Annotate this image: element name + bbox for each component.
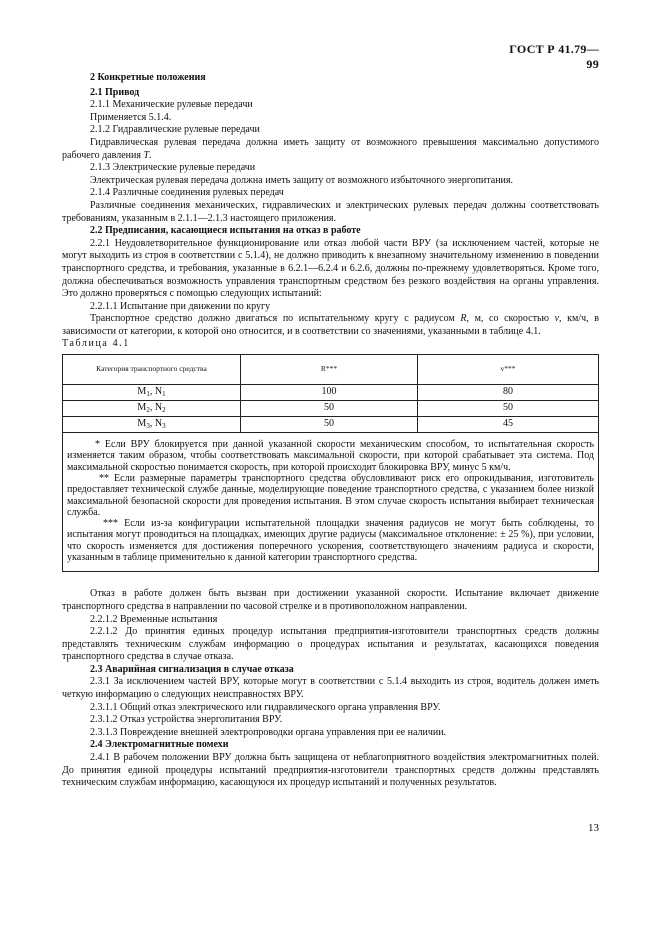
document-body [62, 71, 599, 790]
failure-paragraph: Отказ в работе должен быть вызван при достижении указанной скорости. Испытание включает движение транспортного средства в направлении по часовой стрелке и в противоположном направлении. [62, 588, 599, 612]
section-2-title: 2 Конкретные положения [90, 72, 206, 83]
table-notes-row [63, 433, 599, 572]
clause-2-2-1-1: 2.2.1.1 Испытание при движении по кругу [90, 300, 271, 312]
section-2-1-title: 2.1 Привод [90, 86, 140, 98]
header-category: Категория транспортного средства [63, 355, 241, 385]
clause-2-1-3: 2.1.3 Электрические рулевые передачи [90, 162, 256, 174]
clause-2-1-1: 2.1.1 Механические рулевые передачи [90, 99, 253, 111]
clause-2-1-2-text [62, 137, 599, 162]
clause-2-1-2: 2.1.2 Гидравлические рулевые передачи [90, 124, 260, 136]
pressure-variable: T [143, 149, 149, 161]
radius-cell: 50 [241, 401, 418, 417]
clause-2-1-3-text: Электрическая рулевая передача должна иметь защиту от возможного избыточного энергопитания. [90, 174, 514, 186]
clause-2-2-1-1-text-c: , км/ч, в зависимости от категории, к которой оно относится, и в соответствии со значениями, указанными в таблице 4.1. [62, 313, 599, 337]
clause-2-2-1: 2.2.1 Неудовлетворительное функционирование или отказ любой части ВРУ (за исключением частей, которые не могут выходить из строя в соответствии с 5.1.4), не должно приводить к внезапному значительному изменению в поведении транспортного средства, и требования, указанные в 6.2.1—6.2.4 и 6.2.6, должны по-прежнему удовлетворяться. Кроме того, должна обеспечиваться возможность управления транспортным средством без резкого воздействия на органы управления. Это должно проверяться с помощью следующих испытаний: [62, 237, 599, 300]
clause-2-3-1-3: 2.3.1.3 Повреждение внешней электропроводки органа управления при ее наличии. [90, 726, 447, 738]
clause-2-3-1: 2.3.1 За исключением частей ВРУ, которые могут в соответствии с 5.1.4 выходить из строя, водитель должен иметь четкую информацию о следующих неисправностях ВРУ. [62, 676, 599, 701]
speed-variable: v [554, 313, 560, 325]
section-2-2-title: 2.2 Предписания, касающиеся испытания на отказ в работе [90, 225, 361, 237]
speed-cell: 45 [418, 417, 599, 433]
radius-variable: R [460, 313, 467, 325]
speed-cell: 50 [418, 401, 599, 417]
table-note-3: *** Если из-за конфигурации испытательной площадки значения радиусов не могут быть соблюдены, то испытания могут проводиться на площадках, имеющих другие радиусы (максимальное отклонение: ± 25 %), при условии, что скорость изменяется для достижения поперечного ускорения, соответствующего значениям радиуса и скорости, указанным в таблице применительно к данной категории транспортного средства. [67, 518, 594, 564]
radius-cell: 100 [241, 385, 418, 401]
header-speed: v*** [418, 355, 599, 385]
clause-2-2-1-1-text-b: , м, со скоростью [466, 313, 555, 325]
page-number: 13 [588, 822, 599, 834]
radius-cell: 50 [241, 417, 418, 433]
clause-2-3-1-2: 2.3.1.2 Отказ устройства энергопитания ВРУ. [90, 714, 283, 726]
clause-2-1-2-text-b: . [149, 149, 152, 161]
clause-2-3-1-1: 2.3.1.1 Общий отказ электрического или гидравлического органа управления ВРУ. [90, 701, 441, 713]
table-header-row [63, 355, 599, 385]
header-radius: R*** [241, 355, 418, 385]
category-cell: $M_1$, $N_1$ [63, 385, 241, 401]
table-notes [63, 433, 599, 572]
table-note-1: * Если ВРУ блокируется при данной указанной скорости механическим способом, то испытательная скорость изменяется таким образом, чтобы соответствовать максимальной скорости, при которой срабатывает эта система. Под максимальной скоростью понимается скорость, при которой происходит блокировка ВРУ, минус 5 км/ч. [67, 439, 594, 473]
table-row [63, 401, 599, 417]
table-row [63, 385, 599, 401]
clause-2-2-1-1-text [62, 313, 599, 338]
speed-radius-table [62, 354, 599, 572]
clause-2-1-1-text: Применяется 5.1.4. [90, 111, 172, 123]
clause-2-2-1-2-text: 2.2.1.2 До принятия единых процедур испытания предприятия-изготовители транспортных средств должны представлять техническим службам информацию о процедурах испытания и результатах, касающихся поведения транспортного средства в случае отказа. [62, 626, 599, 663]
speed-cell: 80 [418, 385, 599, 401]
category-cell: $M_3$, $N_3$ [63, 417, 241, 433]
clause-2-2-1-1-text-a: Транспортное средство должно двигаться по испытательному кругу с радиусом [90, 313, 461, 325]
standard-designation: ГОСТ Р 41.79—99 [509, 42, 599, 71]
table-note-2: ** Если размерные параметры транспортного средства обусловливают риск его опрокидывания, изготовитель предоставляет технической службе данные, моделирующие поведение транспортного средства, с указанием более низкой максимальной безопасной скорости для проведения испытания. В этом случае скорость испытания выбирает техническая служба. [67, 472, 594, 518]
category-cell: $M_2$, $N_2$ [63, 401, 241, 417]
clause-2-1-4: 2.1.4 Различные соединения рулевых передач [90, 187, 284, 199]
section-2-4-title: 2.4 Электромагнитные помехи [90, 739, 229, 751]
clause-2-2-1-2: 2.2.1.2 Временные испытания [90, 613, 218, 625]
clause-2-1-4-text: Различные соединения механических, гидравлических и электрических рулевых передач должны соответствовать требованиям, указанным в 2.1.1—2.1.3 настоящего приложения. [62, 199, 599, 224]
clause-2-1-2-text-a: Гидравлическая рулевая передача должна иметь защиту от возможного превышения максимально допустимого рабочего давления [62, 136, 599, 161]
section-2-3-title: 2.3 Аварийная сигнализация в случае отказа [90, 663, 294, 675]
table-row [63, 417, 599, 433]
clause-2-4-1: 2.4.1 В рабочем положении ВРУ должна быть защищена от неблагоприятного воздействия электромагнитных полей. До принятия единой процедуры испытаний предприятия-изготовители транспортных средств должны представлять техническим службам информацию, касающуюся их процедур испытаний и полученных результатов. [62, 752, 599, 789]
table-caption: Таблица 4.1 [62, 338, 130, 350]
